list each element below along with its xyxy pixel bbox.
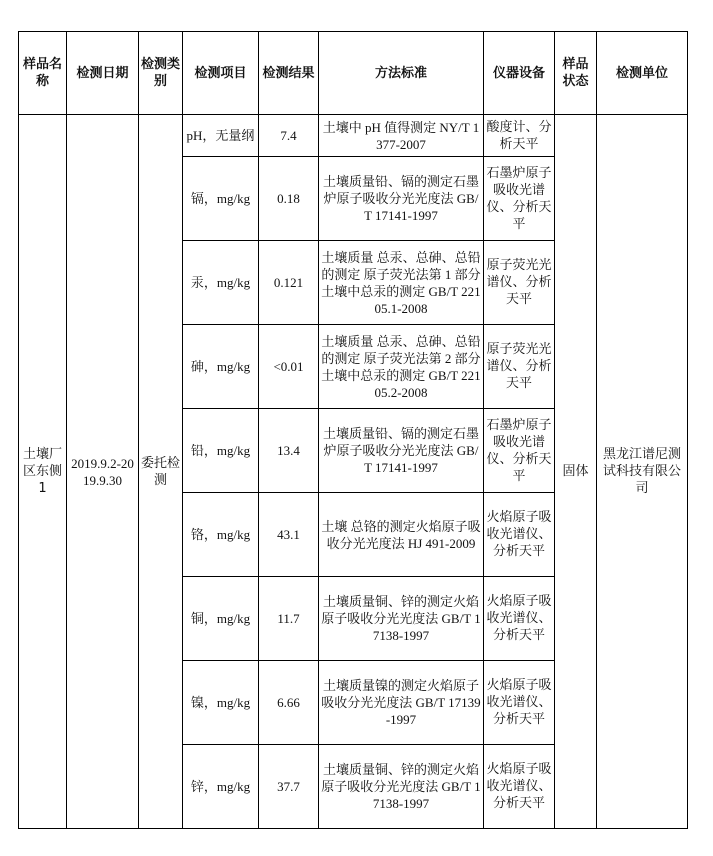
item-cell: 镍，mg/kg xyxy=(183,661,259,745)
result-cell: 37.7 xyxy=(259,745,319,829)
instrument-cell: 火焰原子吸收光谱仪、分析天平 xyxy=(484,493,555,577)
header-sample-name: 样品名称 xyxy=(19,32,67,115)
method-cell: 土壤中 pH 值得测定 NY/T 1377-2007 xyxy=(319,115,484,157)
header-test-unit: 检测单位 xyxy=(597,32,688,115)
method-cell: 土壤质量铜、锌的测定火焰原子吸收分光光度法 GB/T 17138-1997 xyxy=(319,577,484,661)
test-unit-cell: 黑龙江谱尼测试科技有限公司 xyxy=(597,115,688,829)
method-cell: 土壤质量铅、镉的测定石墨炉原子吸收分光光度法 GB/T 17141-1997 xyxy=(319,409,484,493)
item-cell: 镉，mg/kg xyxy=(183,157,259,241)
result-cell: 0.121 xyxy=(259,241,319,325)
header-instrument: 仪器设备 xyxy=(484,32,555,115)
header-sample-state: 样品状态 xyxy=(555,32,597,115)
method-cell: 土壤质量 总汞、总砷、总铅的测定 原子荧光法第 2 部分 土壤中总汞的测定 GB/T 22105.2-2008 xyxy=(319,325,484,409)
method-cell: 土壤质量铅、镉的测定石墨炉原子吸收分光光度法 GB/T 17141-1997 xyxy=(319,157,484,241)
instrument-cell: 火焰原子吸收光谱仪、分析天平 xyxy=(484,661,555,745)
instrument-cell: 石墨炉原子吸收光谱仪、分析天平 xyxy=(484,157,555,241)
method-cell: 土壤质量铜、锌的测定火焰原子吸收分光光度法 GB/T 17138-1997 xyxy=(319,745,484,829)
instrument-cell: 火焰原子吸收光谱仪、分析天平 xyxy=(484,577,555,661)
item-cell: 铅，mg/kg xyxy=(183,409,259,493)
item-cell: 锌，mg/kg xyxy=(183,745,259,829)
header-test-type: 检测类别 xyxy=(139,32,183,115)
result-cell: 11.7 xyxy=(259,577,319,661)
header-row xyxy=(19,32,688,115)
test-date-cell: 2019.9.2-2019.9.30 xyxy=(67,115,139,829)
header-method-standard: 方法标准 xyxy=(319,32,484,115)
instrument-cell: 火焰原子吸收光谱仪、分析天平 xyxy=(484,745,555,829)
method-cell: 土壤 总铬的测定火焰原子吸收分光光度法 HJ 491-2009 xyxy=(319,493,484,577)
result-cell: 7.4 xyxy=(259,115,319,157)
item-cell: pH，无量纲 xyxy=(183,115,259,157)
item-cell: 砷，mg/kg xyxy=(183,325,259,409)
header-test-result: 检测结果 xyxy=(259,32,319,115)
method-cell: 土壤质量 总汞、总砷、总铅的测定 原子荧光法第 1 部分 土壤中总汞的测定 GB/T 22105.1-2008 xyxy=(319,241,484,325)
result-cell: 13.4 xyxy=(259,409,319,493)
test-report-table xyxy=(18,31,688,829)
test-type-cell: 委托检测 xyxy=(139,115,183,829)
instrument-cell: 石墨炉原子吸收光谱仪、分析天平 xyxy=(484,409,555,493)
instrument-cell: 原子荧光光谱仪、分析天平 xyxy=(484,325,555,409)
instrument-cell: 原子荧光光谱仪、分析天平 xyxy=(484,241,555,325)
result-cell: 43.1 xyxy=(259,493,319,577)
item-cell: 铬，mg/kg xyxy=(183,493,259,577)
result-cell: 0.18 xyxy=(259,157,319,241)
instrument-cell: 酸度计、分析天平 xyxy=(484,115,555,157)
header-test-date: 检测日期 xyxy=(67,32,139,115)
header-test-item: 检测项目 xyxy=(183,32,259,115)
item-cell: 铜，mg/kg xyxy=(183,577,259,661)
result-cell: 6.66 xyxy=(259,661,319,745)
method-cell: 土壤质量镍的测定火焰原子吸收分光光度法 GB/T 17139-1997 xyxy=(319,661,484,745)
sample-state-cell: 固体 xyxy=(555,115,597,829)
result-cell: <0.01 xyxy=(259,325,319,409)
table-row xyxy=(19,115,688,157)
sample-name-cell: 土壤厂区东侧1 xyxy=(19,115,67,829)
item-cell: 汞，mg/kg xyxy=(183,241,259,325)
